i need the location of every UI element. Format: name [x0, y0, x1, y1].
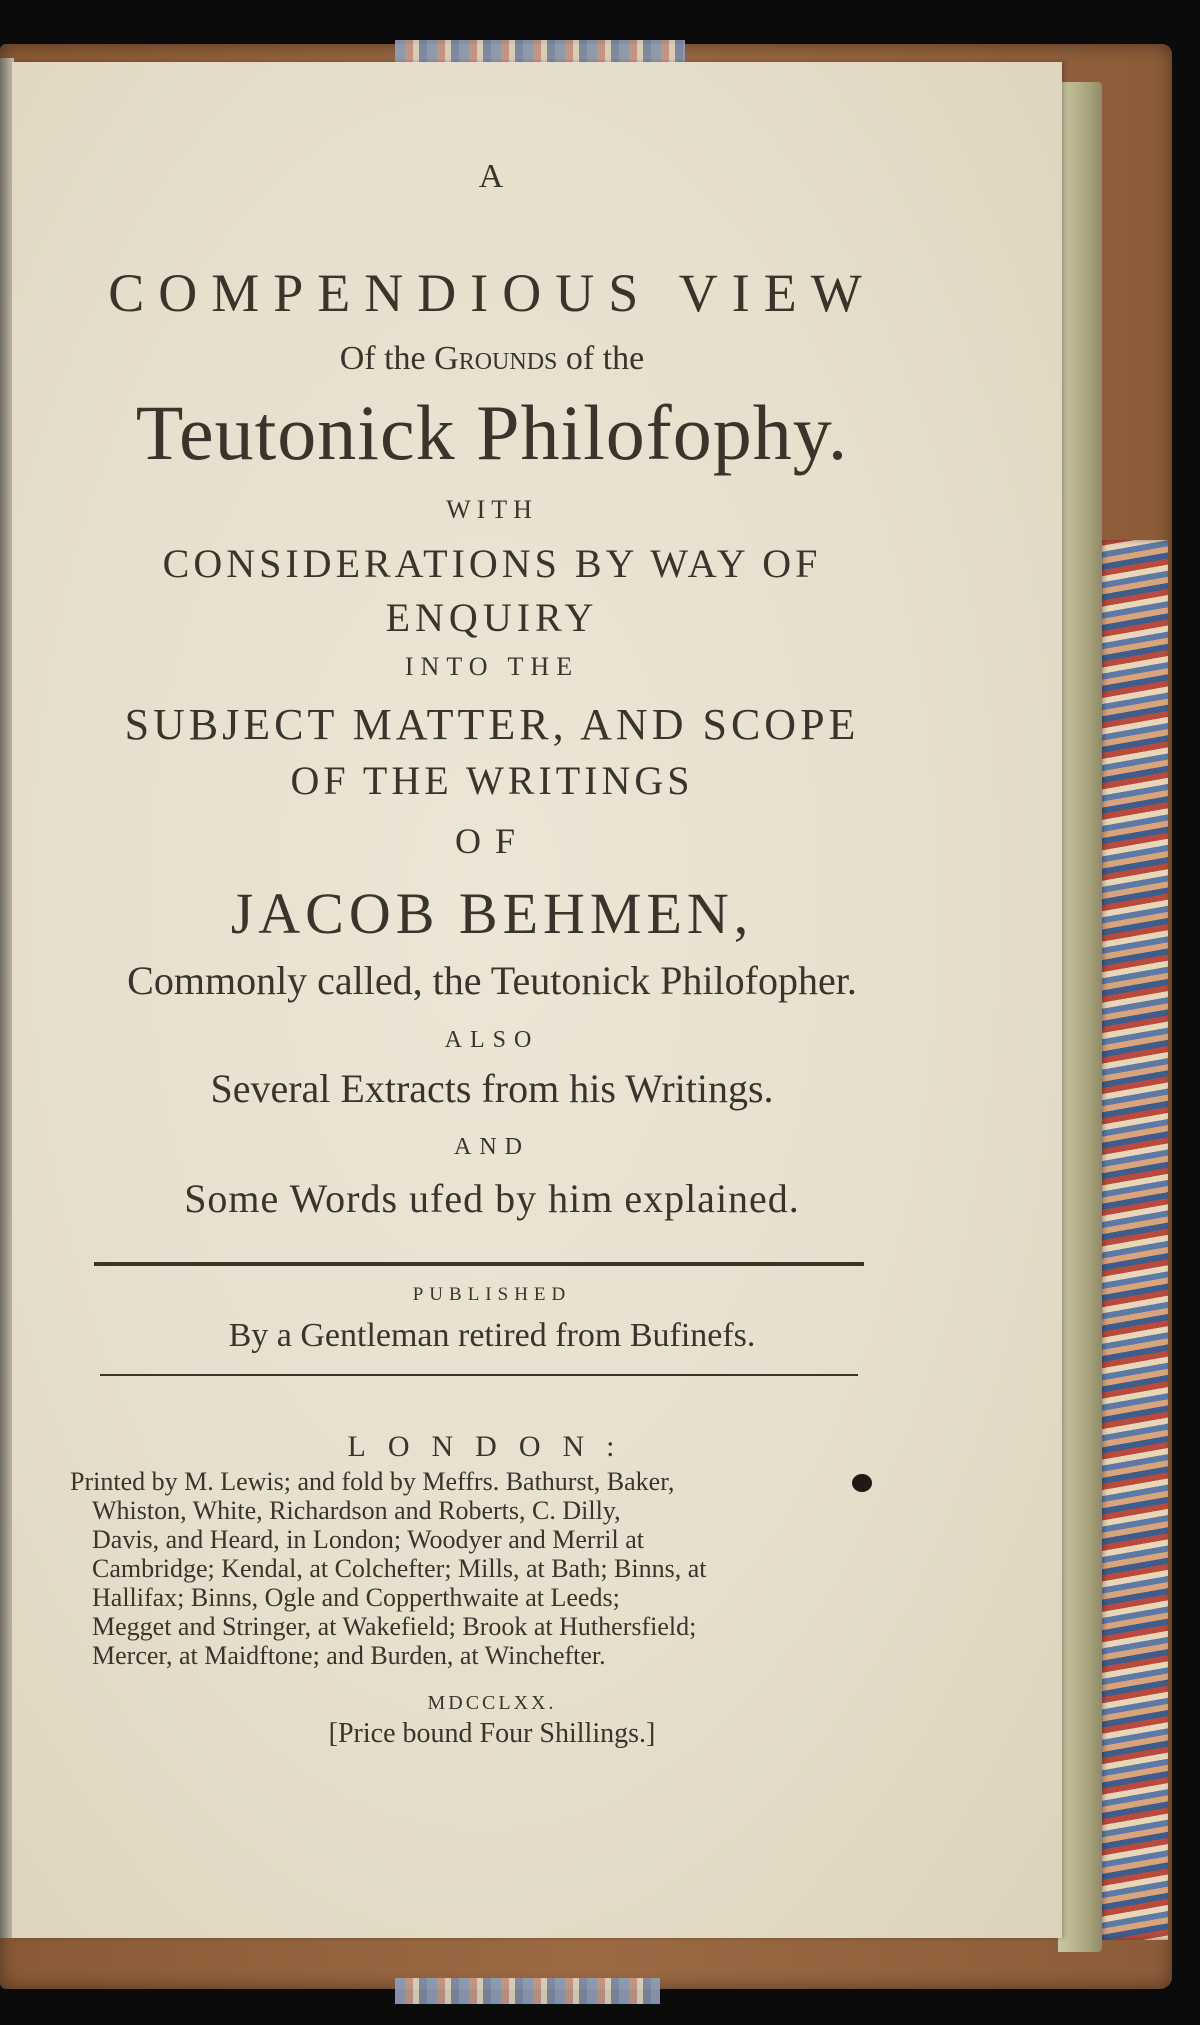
main-title: COMPENDIOUS VIEW [108, 263, 876, 323]
ink-blot [852, 1474, 872, 1492]
author-name: JACOB BEHMEN, [230, 881, 754, 946]
marbled-headband-bottom [395, 1978, 660, 2004]
divider-rule-bottom [100, 1374, 858, 1376]
also-line: ALSO [444, 1027, 540, 1053]
and-line: AND [454, 1134, 530, 1160]
subtitle-suffix: of the [565, 340, 645, 377]
imprint-line: Printed by M. Lewis; and fold by Meffrs. Bathurst, Baker, [70, 1467, 675, 1496]
imprint-city: LONDON: [347, 1430, 637, 1463]
subtitle-prefix: Of the [339, 340, 426, 377]
page-fore-edge [1058, 82, 1102, 1952]
enquiry-line: ENQUIRY [385, 595, 599, 640]
imprint-line: Hallifax; Binns, Ogle and Copperthwaite at Leeds; [92, 1583, 620, 1612]
of-line: OF [454, 821, 530, 861]
subject-matter-line: SUBJECT MATTER, AND SCOPE [124, 700, 860, 749]
subtitle-grounds [12, 340, 972, 378]
title-page [12, 62, 1062, 1938]
published-label: PUBLISHED [412, 1284, 572, 1305]
imprint-line: Whiston, White, Richardson and Roberts, C. Dilly, [92, 1496, 621, 1525]
with-line: WITH [446, 495, 538, 524]
imprint-line: Megget and Stringer, at Wakefield; Brook at Huthersfield; [92, 1612, 697, 1641]
imprint-block [70, 1467, 892, 1670]
extracts-line: Several Extracts from his Writings. [210, 1066, 774, 1111]
words-explained-line: Some Words ufed by him explained. [184, 1176, 800, 1221]
publisher-line: By a Gentleman retired from Bufinefs. [228, 1317, 756, 1354]
subtitle-grounds-word: Grounds [434, 340, 558, 377]
marbled-endpaper [1100, 540, 1168, 1940]
title-article: A [478, 158, 506, 195]
subject-title: Teutonick Philofophy. [135, 389, 849, 476]
imprint-line: Davis, and Heard, in London; Woodyer and Merril at [92, 1525, 644, 1554]
into-the-line: INTO THE [404, 652, 580, 681]
author-epithet: Commonly called, the Teutonick Philofopher. [127, 958, 857, 1003]
writings-line: OF THE WRITINGS [290, 758, 694, 803]
considerations-line: CONSIDERATIONS BY WAY OF [162, 541, 822, 586]
imprint-line: Cambridge; Kendal, at Colchefter; Mills, at Bath; Binns, at [92, 1554, 707, 1583]
imprint-year: MDCCLXX. [427, 1692, 557, 1714]
divider-rule-top [94, 1262, 864, 1266]
imprint-price: [Price bound Four Shillings.] [328, 1718, 656, 1749]
imprint-line: Mercer, at Maidftone; and Burden, at Winchefter. [92, 1641, 606, 1670]
